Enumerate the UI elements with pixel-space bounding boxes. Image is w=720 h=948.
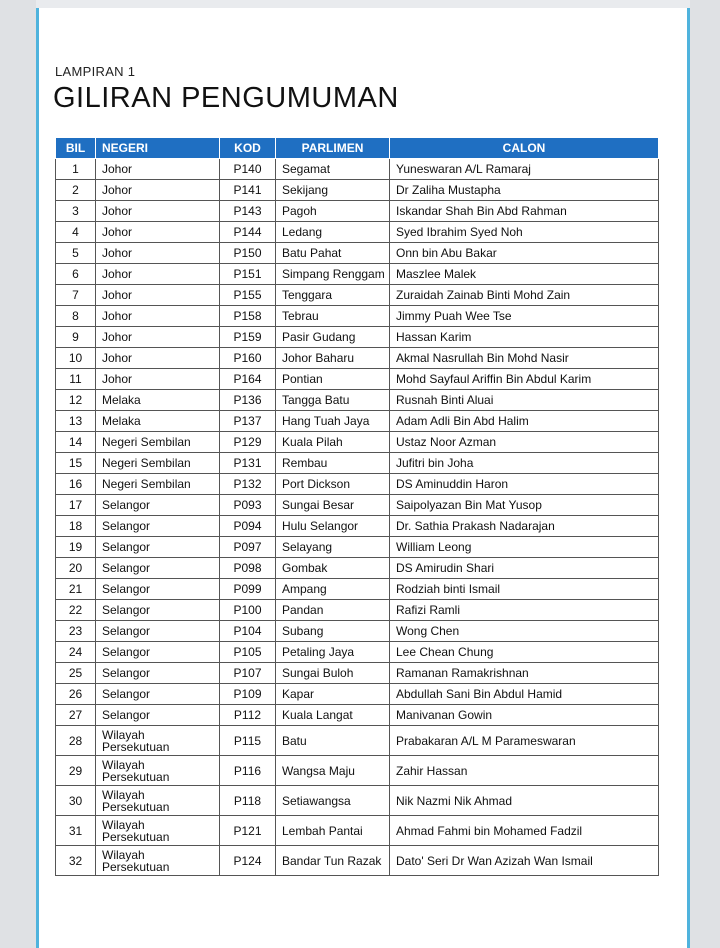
cell-negeri: Wilayah Persekutuan	[96, 786, 220, 816]
table-row	[56, 516, 659, 537]
cell-calon: William Leong	[390, 537, 659, 558]
cell-parlimen: Hang Tuah Jaya	[276, 411, 390, 432]
cell-bil: 32	[56, 846, 96, 876]
cell-negeri: Johor	[96, 264, 220, 285]
cell-calon: Ustaz Noor Azman	[390, 432, 659, 453]
cell-parlimen: Gombak	[276, 558, 390, 579]
cell-negeri: Selangor	[96, 495, 220, 516]
cell-negeri: Wilayah Persekutuan	[96, 816, 220, 846]
cell-calon: Ramanan Ramakrishnan	[390, 663, 659, 684]
cell-negeri: Johor	[96, 201, 220, 222]
table-row	[56, 390, 659, 411]
cell-bil: 31	[56, 816, 96, 846]
cell-kod: P097	[220, 537, 276, 558]
table-row	[56, 264, 659, 285]
table-row	[56, 222, 659, 243]
cell-kod: P112	[220, 705, 276, 726]
cell-parlimen: Batu	[276, 726, 390, 756]
cell-negeri: Melaka	[96, 411, 220, 432]
cell-negeri: Johor	[96, 180, 220, 201]
cell-kod: P131	[220, 453, 276, 474]
cell-bil: 10	[56, 348, 96, 369]
cell-kod: P164	[220, 369, 276, 390]
table-row	[56, 786, 659, 816]
cell-calon: Mohd Sayfaul Ariffin Bin Abdul Karim	[390, 369, 659, 390]
cell-calon: Saipolyazan Bin Mat Yusop	[390, 495, 659, 516]
cell-kod: P150	[220, 243, 276, 264]
cell-parlimen: Rembau	[276, 453, 390, 474]
cell-negeri: Negeri Sembilan	[96, 453, 220, 474]
cell-parlimen: Kuala Pilah	[276, 432, 390, 453]
cell-kod: P104	[220, 621, 276, 642]
cell-parlimen: Simpang Renggam	[276, 264, 390, 285]
cell-negeri: Johor	[96, 306, 220, 327]
table-row	[56, 411, 659, 432]
cell-negeri: Selangor	[96, 663, 220, 684]
cell-parlimen: Tenggara	[276, 285, 390, 306]
cell-parlimen: Pontian	[276, 369, 390, 390]
cell-parlimen: Tebrau	[276, 306, 390, 327]
cell-negeri: Melaka	[96, 390, 220, 411]
cell-kod: P155	[220, 285, 276, 306]
cell-parlimen: Lembah Pantai	[276, 816, 390, 846]
cell-bil: 23	[56, 621, 96, 642]
cell-bil: 11	[56, 369, 96, 390]
column-header-negeri: NEGERI	[96, 138, 220, 159]
table-row	[56, 684, 659, 705]
cell-parlimen: Wangsa Maju	[276, 756, 390, 786]
cell-calon: Jufitri bin Joha	[390, 453, 659, 474]
table-row	[56, 327, 659, 348]
cell-kod: P159	[220, 327, 276, 348]
cell-calon: Hassan Karim	[390, 327, 659, 348]
cell-bil: 25	[56, 663, 96, 684]
document-label: LAMPIRAN 1	[55, 64, 136, 79]
cell-calon: DS Aminuddin Haron	[390, 474, 659, 495]
table-row	[56, 558, 659, 579]
cell-calon: Ahmad Fahmi bin Mohamed Fadzil	[390, 816, 659, 846]
cell-kod: P093	[220, 495, 276, 516]
cell-calon: Akmal Nasrullah Bin Mohd Nasir	[390, 348, 659, 369]
cell-calon: Iskandar Shah Bin Abd Rahman	[390, 201, 659, 222]
cell-kod: P160	[220, 348, 276, 369]
cell-negeri: Johor	[96, 285, 220, 306]
table-row	[56, 846, 659, 876]
cell-parlimen: Petaling Jaya	[276, 642, 390, 663]
cell-calon: Rodziah binti Ismail	[390, 579, 659, 600]
cell-negeri: Selangor	[96, 642, 220, 663]
cell-kod: P141	[220, 180, 276, 201]
column-header-bil: BIL	[56, 138, 96, 159]
cell-calon: Yuneswaran A/L Ramaraj	[390, 159, 659, 180]
cell-parlimen: Sungai Besar	[276, 495, 390, 516]
cell-negeri: Johor	[96, 369, 220, 390]
cell-calon: Lee Chean Chung	[390, 642, 659, 663]
cell-bil: 20	[56, 558, 96, 579]
cell-calon: Rusnah Binti Aluai	[390, 390, 659, 411]
cell-calon: Dr Zaliha Mustapha	[390, 180, 659, 201]
cell-calon: Dato' Seri Dr Wan Azizah Wan Ismail	[390, 846, 659, 876]
cell-parlimen: Port Dickson	[276, 474, 390, 495]
cell-bil: 22	[56, 600, 96, 621]
cell-calon: Jimmy Puah Wee Tse	[390, 306, 659, 327]
table-row	[56, 159, 659, 180]
cell-parlimen: Ampang	[276, 579, 390, 600]
column-header-parlimen: PARLIMEN	[276, 138, 390, 159]
cell-calon: Zahir Hassan	[390, 756, 659, 786]
cell-parlimen: Pandan	[276, 600, 390, 621]
table-row	[56, 180, 659, 201]
table-row	[56, 306, 659, 327]
cell-parlimen: Segamat	[276, 159, 390, 180]
cell-calon: Rafizi Ramli	[390, 600, 659, 621]
table-row	[56, 474, 659, 495]
cell-bil: 18	[56, 516, 96, 537]
cell-negeri: Negeri Sembilan	[96, 432, 220, 453]
cell-parlimen: Pasir Gudang	[276, 327, 390, 348]
cell-calon: Zuraidah Zainab Binti Mohd Zain	[390, 285, 659, 306]
table-row	[56, 663, 659, 684]
cell-bil: 27	[56, 705, 96, 726]
table-row	[56, 726, 659, 756]
cell-bil: 7	[56, 285, 96, 306]
cell-bil: 21	[56, 579, 96, 600]
cell-calon: Wong Chen	[390, 621, 659, 642]
cell-negeri: Selangor	[96, 705, 220, 726]
cell-negeri: Johor	[96, 327, 220, 348]
top-strip	[36, 0, 690, 8]
results-table	[55, 137, 659, 876]
cell-calon: DS Amirudin Shari	[390, 558, 659, 579]
cell-negeri: Wilayah Persekutuan	[96, 846, 220, 876]
cell-kod: P098	[220, 558, 276, 579]
cell-kod: P132	[220, 474, 276, 495]
table-row	[56, 756, 659, 786]
cell-calon: Syed Ibrahim Syed Noh	[390, 222, 659, 243]
cell-kod: P144	[220, 222, 276, 243]
cell-parlimen: Setiawangsa	[276, 786, 390, 816]
cell-parlimen: Bandar Tun Razak	[276, 846, 390, 876]
cell-kod: P109	[220, 684, 276, 705]
cell-kod: P105	[220, 642, 276, 663]
table-row	[56, 243, 659, 264]
cell-kod: P124	[220, 846, 276, 876]
cell-bil: 24	[56, 642, 96, 663]
cell-parlimen: Selayang	[276, 537, 390, 558]
cell-parlimen: Tangga Batu	[276, 390, 390, 411]
table-row	[56, 453, 659, 474]
cell-bil: 16	[56, 474, 96, 495]
cell-kod: P140	[220, 159, 276, 180]
cell-bil: 30	[56, 786, 96, 816]
cell-kod: P137	[220, 411, 276, 432]
cell-bil: 26	[56, 684, 96, 705]
cell-bil: 8	[56, 306, 96, 327]
cell-kod: P099	[220, 579, 276, 600]
cell-bil: 15	[56, 453, 96, 474]
cell-negeri: Johor	[96, 348, 220, 369]
cell-bil: 1	[56, 159, 96, 180]
table-body	[56, 159, 659, 876]
cell-negeri: Selangor	[96, 537, 220, 558]
cell-calon: Onn bin Abu Bakar	[390, 243, 659, 264]
cell-calon: Maszlee Malek	[390, 264, 659, 285]
cell-kod: P129	[220, 432, 276, 453]
cell-bil: 29	[56, 756, 96, 786]
table-row	[56, 579, 659, 600]
cell-kod: P121	[220, 816, 276, 846]
cell-parlimen: Kuala Langat	[276, 705, 390, 726]
cell-negeri: Selangor	[96, 558, 220, 579]
cell-calon: Dr. Sathia Prakash Nadarajan	[390, 516, 659, 537]
cell-kod: P143	[220, 201, 276, 222]
cell-parlimen: Sungai Buloh	[276, 663, 390, 684]
cell-bil: 2	[56, 180, 96, 201]
cell-kod: P116	[220, 756, 276, 786]
cell-calon: Adam Adli Bin Abd Halim	[390, 411, 659, 432]
cell-kod: P107	[220, 663, 276, 684]
table-row	[56, 201, 659, 222]
cell-kod: P100	[220, 600, 276, 621]
cell-kod: P158	[220, 306, 276, 327]
cell-parlimen: Batu Pahat	[276, 243, 390, 264]
cell-negeri: Wilayah Persekutuan	[96, 726, 220, 756]
table-row	[56, 537, 659, 558]
cell-kod: P118	[220, 786, 276, 816]
cell-bil: 6	[56, 264, 96, 285]
cell-calon: Prabakaran A/L M Parameswaran	[390, 726, 659, 756]
cell-negeri: Negeri Sembilan	[96, 474, 220, 495]
cell-negeri: Johor	[96, 222, 220, 243]
table-row	[56, 432, 659, 453]
cell-parlimen: Hulu Selangor	[276, 516, 390, 537]
table-row	[56, 348, 659, 369]
table-row	[56, 495, 659, 516]
cell-negeri: Johor	[96, 159, 220, 180]
table-header-row	[56, 138, 659, 159]
cell-negeri: Selangor	[96, 684, 220, 705]
column-header-kod: KOD	[220, 138, 276, 159]
cell-negeri: Selangor	[96, 621, 220, 642]
table-row	[56, 600, 659, 621]
table-row	[56, 369, 659, 390]
cell-bil: 17	[56, 495, 96, 516]
cell-parlimen: Sekijang	[276, 180, 390, 201]
cell-bil: 14	[56, 432, 96, 453]
cell-bil: 13	[56, 411, 96, 432]
cell-calon: Abdullah Sani Bin Abdul Hamid	[390, 684, 659, 705]
cell-kod: P136	[220, 390, 276, 411]
cell-negeri: Selangor	[96, 516, 220, 537]
cell-parlimen: Subang	[276, 621, 390, 642]
table-row	[56, 621, 659, 642]
table-row	[56, 642, 659, 663]
cell-negeri: Wilayah Persekutuan	[96, 756, 220, 786]
cell-kod: P115	[220, 726, 276, 756]
cell-negeri: Selangor	[96, 600, 220, 621]
table-row	[56, 705, 659, 726]
cell-parlimen: Ledang	[276, 222, 390, 243]
cell-calon: Nik Nazmi Nik Ahmad	[390, 786, 659, 816]
cell-bil: 9	[56, 327, 96, 348]
cell-bil: 4	[56, 222, 96, 243]
table-row	[56, 285, 659, 306]
column-header-calon: CALON	[390, 138, 659, 159]
cell-bil: 28	[56, 726, 96, 756]
cell-bil: 5	[56, 243, 96, 264]
cell-negeri: Selangor	[96, 579, 220, 600]
cell-bil: 3	[56, 201, 96, 222]
cell-kod: P094	[220, 516, 276, 537]
cell-parlimen: Johor Baharu	[276, 348, 390, 369]
cell-negeri: Johor	[96, 243, 220, 264]
cell-parlimen: Kapar	[276, 684, 390, 705]
cell-bil: 19	[56, 537, 96, 558]
cell-parlimen: Pagoh	[276, 201, 390, 222]
table-row	[56, 816, 659, 846]
cell-bil: 12	[56, 390, 96, 411]
document-title: GILIRAN PENGUMUMAN	[53, 82, 399, 114]
cell-kod: P151	[220, 264, 276, 285]
cell-calon: Manivanan Gowin	[390, 705, 659, 726]
